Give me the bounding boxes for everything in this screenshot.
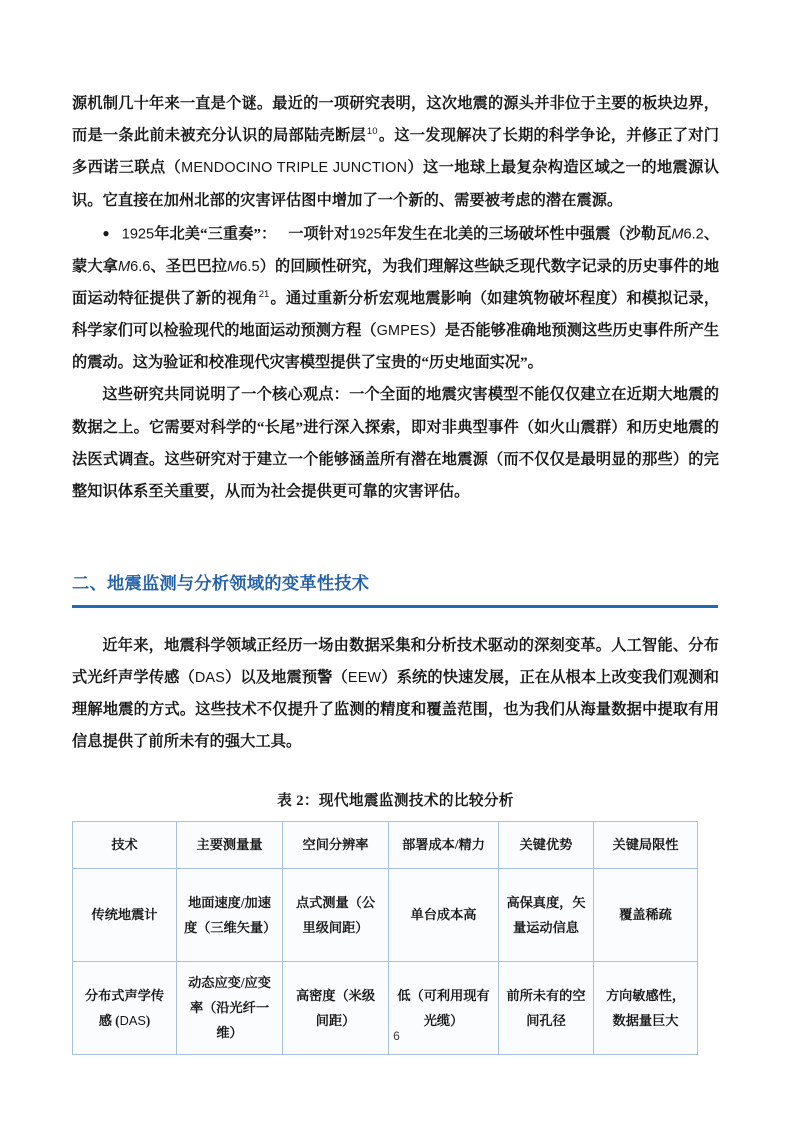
paragraph-1925-text-5: 、圣巴巴拉: [150, 257, 228, 275]
table-header-cost: 部署成本/精力: [389, 821, 499, 868]
paragraph-1925-text-4: 、蒙大拿: [72, 225, 720, 275]
paragraph-section-intro: [72, 630, 719, 759]
table-header-row: [73, 821, 698, 868]
table-header-advantage: 关键优势: [499, 821, 594, 868]
paragraph-1925-trio: [72, 217, 719, 380]
term-eew: EEW: [347, 669, 382, 686]
table-header-technology: 技术: [73, 821, 177, 868]
table-caption: 表 2：现代地震监测技术的比较分析: [277, 792, 514, 809]
magnitude-symbol-3: M: [227, 258, 240, 275]
term-gmpes: GMPES: [376, 322, 430, 339]
paragraph-mendocino-text-1: 源机制几十年来一直是个谜。最近的一项研究表明，这次地震的源头并非位于主要的板块边界，而是一条此前未被充分认识的局部陆壳断层: [72, 95, 719, 145]
page-number: 6: [393, 1029, 400, 1043]
comparison-table: [72, 821, 698, 1055]
cell-technology-suffix: ): [145, 1012, 151, 1028]
magnitude-value-2: 6.6: [130, 258, 151, 275]
paragraph-mendocino-text-2: 。这一发现解决了长期的科学争论，并修正了对门多西诺三联点（: [72, 127, 719, 177]
paragraph-1925-text-1: 年北美“三重奏”：: [154, 225, 277, 243]
cell-technology-prefix: 分布式声学传感 (: [84, 987, 165, 1028]
section-two: [72, 570, 719, 608]
table-header-measurand: 主要测量量: [177, 821, 283, 868]
year-1925-second: 1925: [349, 226, 382, 243]
magnitude-symbol-1: M: [671, 226, 684, 243]
cell-resolution: 高密度（米级间距）: [283, 961, 389, 1054]
section-divider: [72, 605, 718, 608]
table-row: [73, 868, 698, 961]
reference-marker-10: 10: [366, 126, 378, 138]
cell-resolution: 点式测量（公里级间距）: [283, 868, 389, 961]
magnitude-value-3: 6.5: [239, 258, 260, 275]
cell-measurand: 动态应变/应变率（沿光纤一维）: [177, 961, 283, 1054]
section-heading-two: 二、地震监测与分析领域的变革性技术: [72, 573, 370, 594]
magnitude-value-1: 6.2: [683, 226, 704, 243]
cell-measurand: 地面速度/加速度（三维矢量）: [177, 868, 283, 961]
table-header-resolution: 空间分辨率: [283, 821, 389, 868]
year-1925-first: 1925: [121, 226, 155, 243]
section-intro-text-2: ）以及地震预警（: [225, 668, 348, 686]
cell-advantage: 前所未有的空间孔径: [499, 961, 594, 1054]
cell-advantage: 高保真度，矢量运动信息: [499, 868, 594, 961]
paragraph-1925-text-6: ）的回顾性研究，为我们理解这些缺乏现代数字记录的历史事件的地面运动特征提供了新的视角: [72, 257, 720, 307]
bullet-icon: ●: [102, 225, 110, 240]
table-header-limitation: 关键局限性: [594, 821, 698, 868]
cell-cost: 低（可利用现有光缆）: [389, 961, 499, 1054]
cell-limitation: 覆盖稀疏: [594, 868, 698, 961]
term-mendocino-triple-junction: MENDOCINO TRIPLE JUNCTION: [181, 160, 408, 177]
paragraph-core-conclusion: 这些研究共同说明了一个核心观点：一个全面的地震灾害模型不能仅仅建立在近期大地震的数据之上。它需要对科学的“长尾”进行深入探索，即对非典型事件（如火山震群）和历史地震的法医式调查。这些研究对于建立一个能够涵盖所有潜在地震源（而不仅仅是最明显的那些）的完整知识体系至关重要，从而为社会提供更可靠的灾害评估。: [72, 386, 719, 500]
section-intro-text-1: 近年来，地震科学领域正经历一场由数据采集和分析技术驱动的深刻变革。人工智能、分布式光纤声学传感（: [72, 636, 719, 686]
paragraph-1925-text-3: 年发生在北美的三场破坏性中强震（沙勒瓦: [381, 225, 672, 243]
paragraph-mendocino: [72, 88, 719, 217]
cell-cost: 单台成本高: [389, 868, 499, 961]
paragraph-1925-text-7: 。通过重新分析宏观地震影响（如建筑物破坏程度）和模拟记录，科学家们可以检验现代的地面运动预测方程（: [72, 289, 720, 339]
term-das: DAS: [194, 669, 226, 686]
magnitude-symbol-2: M: [117, 258, 131, 275]
cell-technology-abbr: DAS: [119, 1012, 146, 1028]
paragraph-mendocino-text-3: ）这一地球上最复杂构造区域之一的地震源认识。它直接在加州北部的灾害评估图中增加了一个新的、需要被考虑的潜在震源。: [72, 159, 720, 209]
cell-limitation: 方向敏感性，数据量巨大: [594, 961, 698, 1054]
reference-marker-21: 21: [258, 288, 270, 300]
paragraph-1925-text-8: ）是否能够准确地预测这些历史事件所产生的震动。这为验证和校准现代灾害模型提供了宝贵的“历史地面实况”。: [72, 321, 720, 372]
paragraph-1925-text-2: 一项针对: [288, 225, 350, 243]
cell-technology: 传统地震计: [73, 868, 177, 961]
section-intro-text-3: ）系统的快速发展，正在从根本上改变我们观测和理解地震的方式。这些技术不仅提升了监测的精度和覆盖范围，也为我们从海量数据中提取有用信息提供了前所未有的强大工具。: [72, 668, 719, 751]
